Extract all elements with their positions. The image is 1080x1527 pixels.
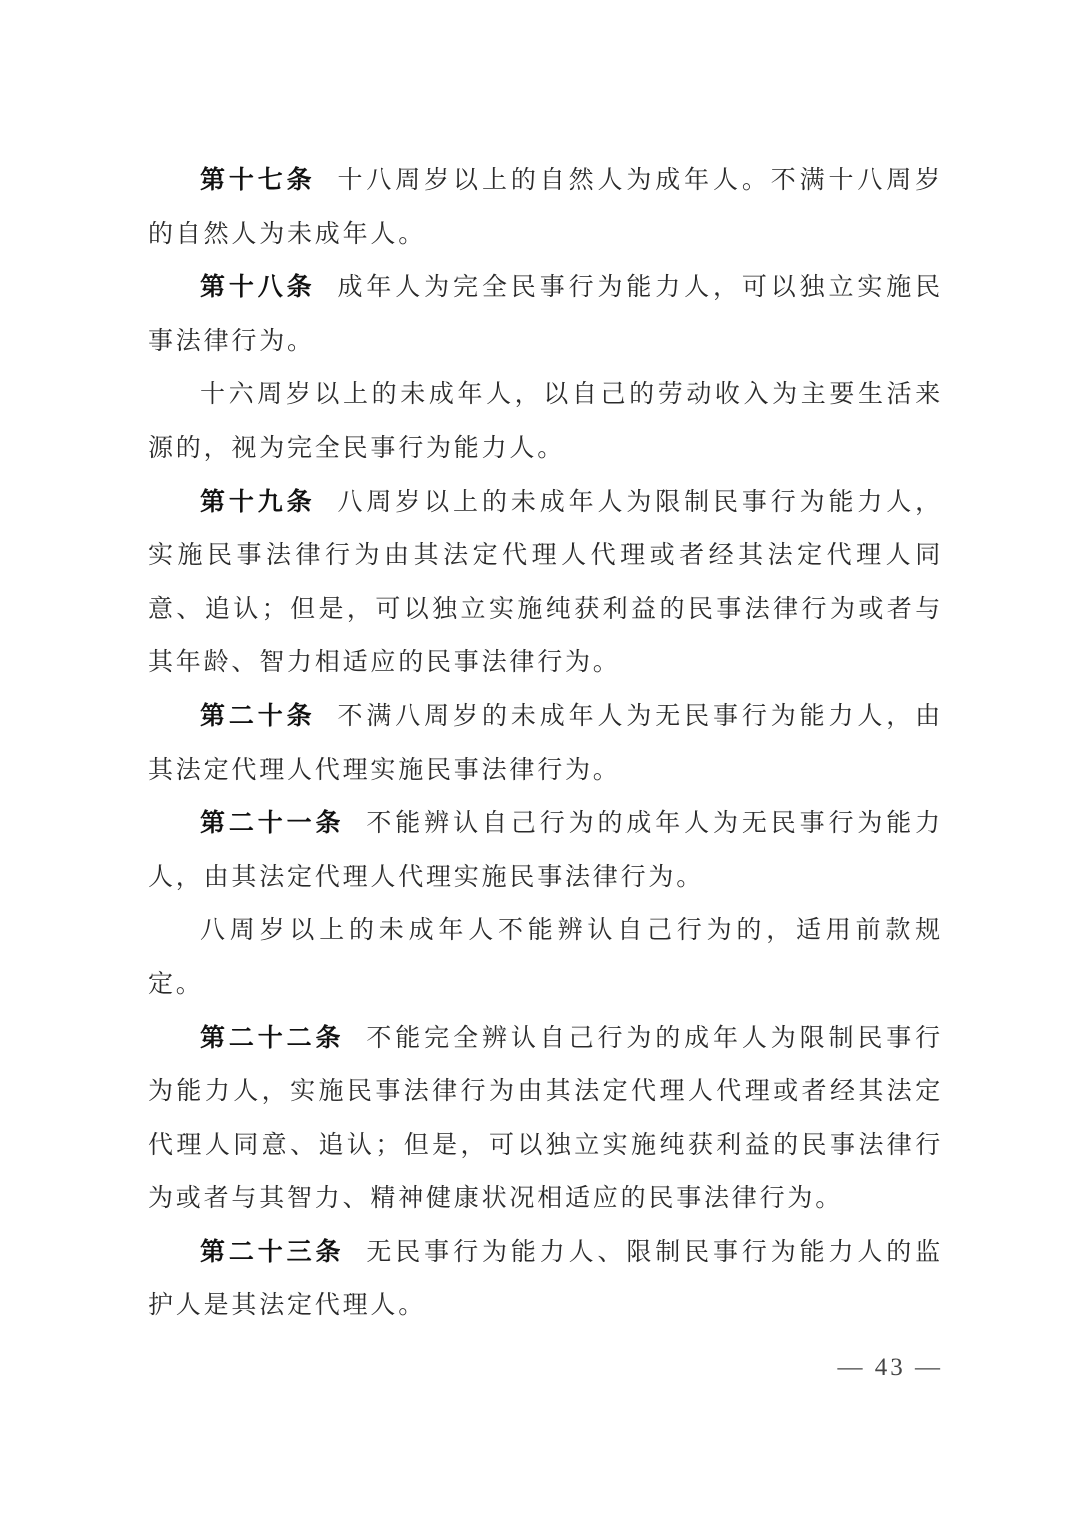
- law-text: [148, 153, 943, 1332]
- article-heading: 第二十一条: [200, 808, 345, 838]
- article-text: 八周岁以上的未成年人为限制民事行为能力人，: [337, 486, 943, 516]
- article-18-paragraph: [148, 260, 943, 367]
- article-18-clause-2: [148, 367, 943, 474]
- article-text: 成年人为完全民事行为能力人，可以独立实施民: [337, 272, 943, 302]
- text-line: [148, 689, 943, 743]
- text-line: 为能力人，实施民事法律行为由其法定代理人代理或者经其法定: [148, 1076, 943, 1106]
- article-text: 不能辨认自己行为的成年人为无民事行为能力: [366, 808, 943, 838]
- text-line: [148, 475, 943, 529]
- text-line: 事法律行为。: [148, 325, 315, 355]
- text-line: [148, 1011, 943, 1065]
- text-line: 其年龄、智力相适应的民事法律行为。: [148, 647, 621, 677]
- article-17-paragraph: [148, 153, 943, 260]
- text-line: [148, 796, 943, 850]
- text-line: [148, 260, 943, 314]
- text-line: 的自然人为未成年人。: [148, 218, 427, 248]
- article-text: 不能完全辨认自己行为的成年人为限制民事行: [366, 1022, 943, 1052]
- article-heading: 第十七条: [200, 165, 316, 194]
- text-line: [148, 1225, 943, 1279]
- text-line: 定。: [148, 968, 204, 998]
- text-line: 八周岁以上的未成年人不能辨认自己行为的，适用前款规: [200, 915, 943, 945]
- text-line: [148, 153, 943, 207]
- article-text: 不满八周岁的未成年人为无民事行为能力人，由: [337, 700, 943, 730]
- text-line: 源的，视为完全民事行为能力人。: [148, 432, 566, 462]
- article-22-paragraph: [148, 1011, 943, 1225]
- text-line: 为或者与其智力、精神健康状况相适应的民事法律行为。: [148, 1183, 844, 1213]
- article-23-paragraph: [148, 1225, 943, 1332]
- article-heading: 第十九条: [200, 486, 316, 516]
- text-line: 护人是其法定代理人。: [148, 1290, 427, 1320]
- article-20-paragraph: [148, 689, 943, 796]
- text-line: 意、追认；但是，可以独立实施纯获利益的民事法律行为或者与: [148, 593, 943, 623]
- article-text: 十八周岁以上的自然人为成年人。不满十八周岁: [337, 165, 943, 194]
- article-21-clause-2: [148, 903, 943, 1010]
- article-text: 无民事行为能力人、限制民事行为能力人的监: [366, 1236, 943, 1266]
- text-line: 实施民事法律行为由其法定代理人代理或者经其法定代理人同: [148, 540, 943, 570]
- text-line: 人，由其法定代理人代理实施民事法律行为。: [148, 861, 705, 891]
- text-line: 其法定代理人代理实施民事法律行为。: [148, 754, 621, 784]
- page-number: — 43 —: [837, 1354, 943, 1381]
- article-21-paragraph: [148, 796, 943, 903]
- article-heading: 第二十三条: [200, 1236, 345, 1266]
- text-line: 十六周岁以上的未成年人，以自己的劳动收入为主要生活来: [200, 379, 943, 409]
- text-line: 代理人同意、追认；但是，可以独立实施纯获利益的民事法律行: [148, 1129, 943, 1159]
- article-heading: 第十八条: [200, 272, 316, 302]
- article-heading: 第二十二条: [200, 1022, 345, 1052]
- article-19-paragraph: [148, 475, 943, 689]
- article-heading: 第二十条: [200, 700, 316, 730]
